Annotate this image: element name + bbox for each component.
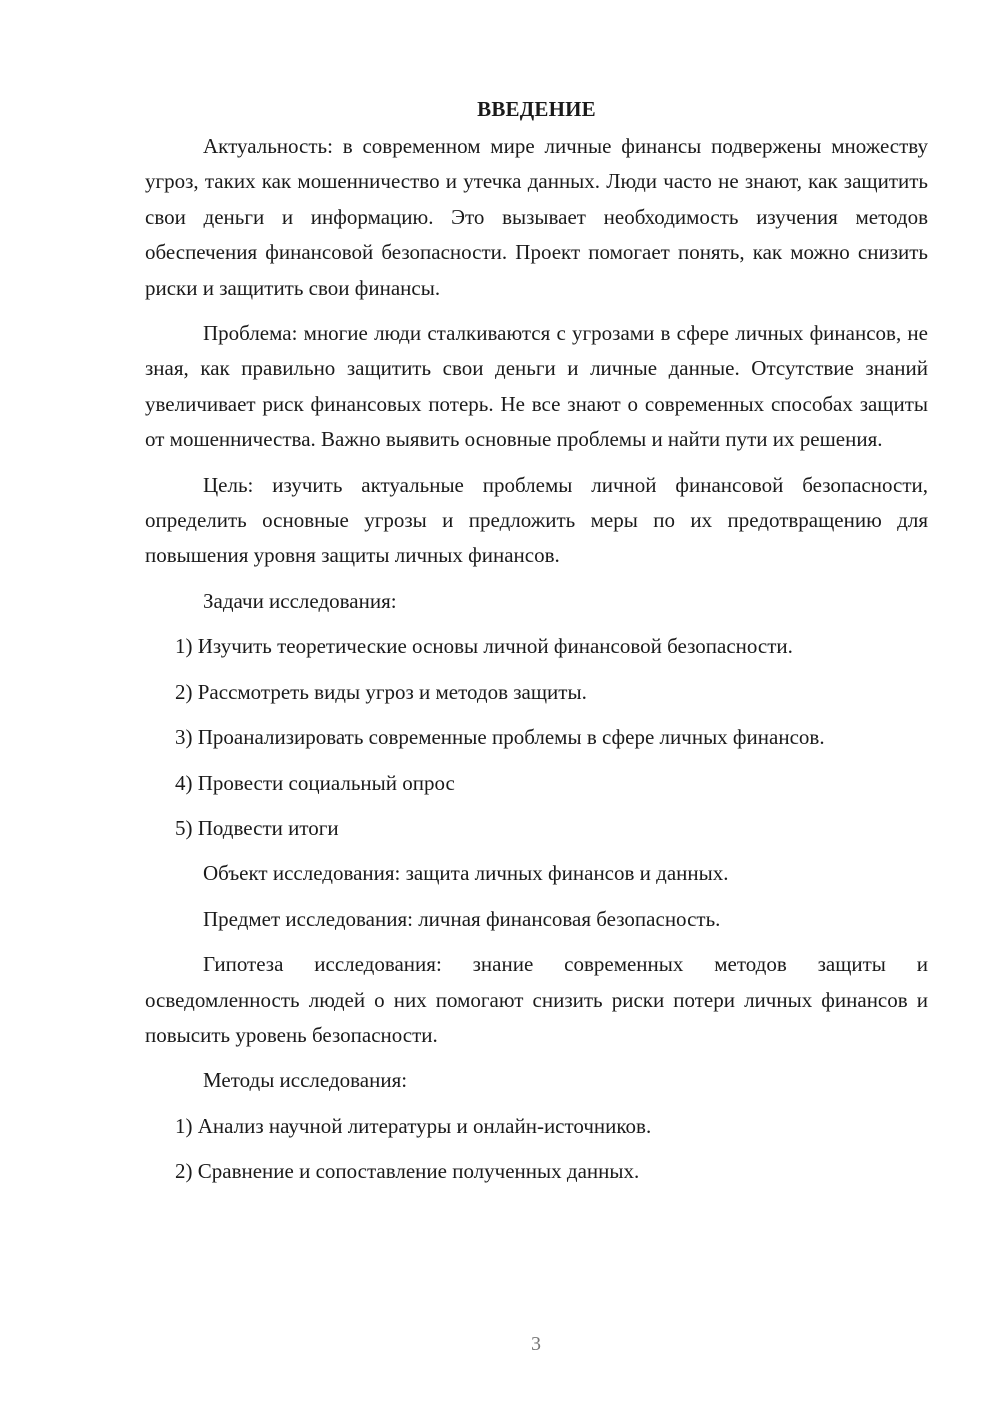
goal-paragraph: Цель: изучить актуальные проблемы личной финансовой безопасности, определить основные угрозы и предложить меры по их предотвращению для повышения уровня защиты личных финансов. [145,472,928,568]
document-page [145,92,928,1200]
task-item-5: 5) Подвести итоги [175,815,339,840]
task-item-4: 4) Провести социальный опрос [175,770,455,795]
task-item-1: 1) Изучить теоретические основы личной финансовой безопасности. [175,634,793,659]
method-item-1: 1) Анализ научной литературы и онлайн-источников. [175,1113,652,1138]
tasks-heading: Задачи исследования: [203,588,397,613]
page-number: 3 [531,1333,541,1355]
relevance-paragraph: Актуальность: в современном мире личные финансы подвержены множеству угроз, таких как мошенничество и утечка данных. Люди часто не знают, как защитить свои деньги и информацию. Это вызывает необходимость изучения методов обеспечения финансовой безопасности. Проект помогает понять, как можно снизить риски и защитить свои финансы. [145,134,928,300]
task-item-3: 3) Проанализировать современные проблемы в сфере личных финансов. [175,725,825,750]
task-item-2: 2) Рассмотреть виды угроз и методов защиты. [175,679,587,704]
object-paragraph: Объект исследования: защита личных финансов и данных. [203,861,729,886]
hypothesis-paragraph: Гипотеза исследования: знание современных методов защиты и осведомленность людей о них помогают снизить риски потери личных финансов и повысить уровень безопасности. [145,952,928,1047]
method-item-2: 2) Сравнение и сопоставление полученных данных. [175,1159,640,1184]
subject-paragraph: Предмет исследования: личная финансовая безопасность. [203,906,721,931]
methods-heading: Методы исследования: [203,1068,408,1093]
page-title: ВВЕДЕНИЕ [477,97,596,121]
problem-paragraph: Проблема: многие люди сталкиваются с угрозами в сфере личных финансов, не зная, как правильно защитить свои деньги и личные данные. Отсутствие знаний увеличивает риск финансовых потерь. Не все знают о современных способах защиты от мошенничества. Важно выявить основные проблемы и найти пути их решения. [145,321,928,452]
